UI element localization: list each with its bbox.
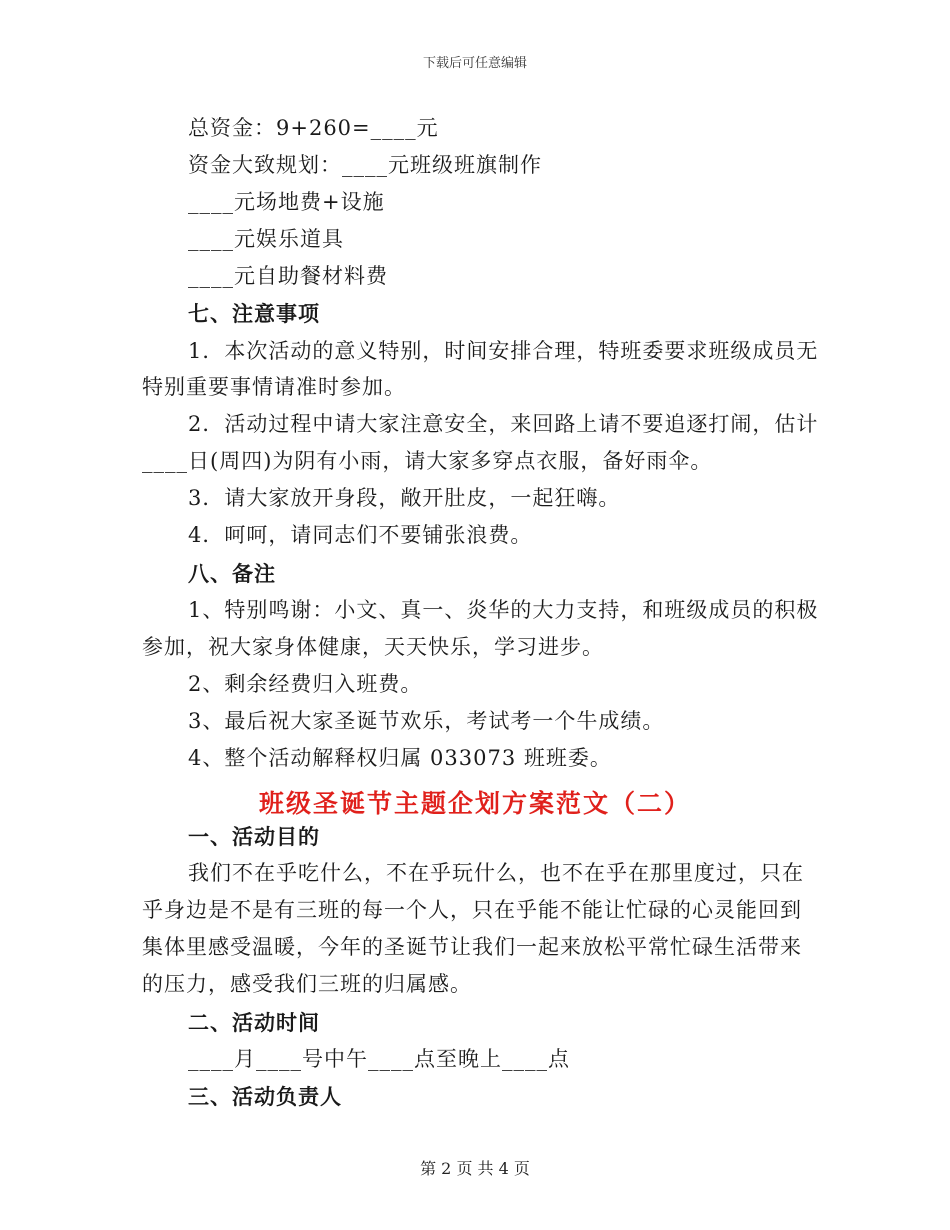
funds-venue: ____元场地费+设施 xyxy=(188,190,385,214)
section-title: 班级圣诞节主题企划方案范文（二） xyxy=(258,789,691,818)
owner-heading: 三、活动负责人 xyxy=(188,1084,342,1109)
purpose-heading: 一、活动目的 xyxy=(188,824,320,849)
remark-1-line-2: 参加，祝大家身体健康，天天快乐，学习进步。 xyxy=(142,635,604,659)
remark-3: 3、最后祝大家圣诞节欢乐，考试考一个牛成绩。 xyxy=(188,709,665,733)
remark-4: 4、整个活动解释权归属 033073 班班委。 xyxy=(188,746,612,770)
funds-food: ____元自助餐材料费 xyxy=(188,264,388,288)
funds-plan: 资金大致规划：____元班级班旗制作 xyxy=(188,153,542,177)
remark-2: 2、剩余经费归入班费。 xyxy=(188,672,423,696)
notice-1-line-2: 特别重要事情请准时参加。 xyxy=(142,375,406,399)
time-text: ____月____号中午____点至晚上____点 xyxy=(188,1047,570,1071)
notice-4: 4．呵呵，请同志们不要铺张浪费。 xyxy=(188,523,533,547)
notice-2-line-1: 2．活动过程中请大家注意安全，来回路上请不要追逐打闹，估计 xyxy=(188,412,819,436)
page-footer: 第 2 页 共 4 页 xyxy=(420,1159,530,1178)
time-heading: 二、活动时间 xyxy=(188,1010,320,1035)
notice-3: 3．请大家放开身段，敞开肚皮，一起狂嗨。 xyxy=(188,486,621,510)
notice-heading: 七、注意事项 xyxy=(188,301,320,326)
remark-1-line-1: 1、特别鸣谢：小文、真一、炎华的大力支持，和班级成员的积极 xyxy=(188,598,819,622)
notice-2-line-2: ____日(周四)为阴有小雨，请大家多穿点衣服，备好雨伞。 xyxy=(142,449,713,473)
purpose-line-4: 的压力，感受我们三班的归属感。 xyxy=(142,972,472,996)
notice-1-line-1: 1．本次活动的意义特别，时间安排合理，特班委要求班级成员无 xyxy=(188,339,819,363)
purpose-line-1: 我们不在乎吃什么，不在乎玩什么，也不在乎在那里度过，只在 xyxy=(188,861,804,885)
funds-total: 总资金：9+260=____元 xyxy=(188,116,439,140)
funds-props: ____元娱乐道具 xyxy=(188,227,344,251)
purpose-line-3: 集体里感受温暖，今年的圣诞节让我们一起来放松平常忙碌生活带来 xyxy=(142,935,802,959)
page-header: 下载后可任意编辑 xyxy=(422,56,527,71)
purpose-line-2: 乎身边是不是有三班的每一个人，只在乎能不能让忙碌的心灵能回到 xyxy=(142,898,802,922)
remarks-heading: 八、备注 xyxy=(188,561,276,586)
